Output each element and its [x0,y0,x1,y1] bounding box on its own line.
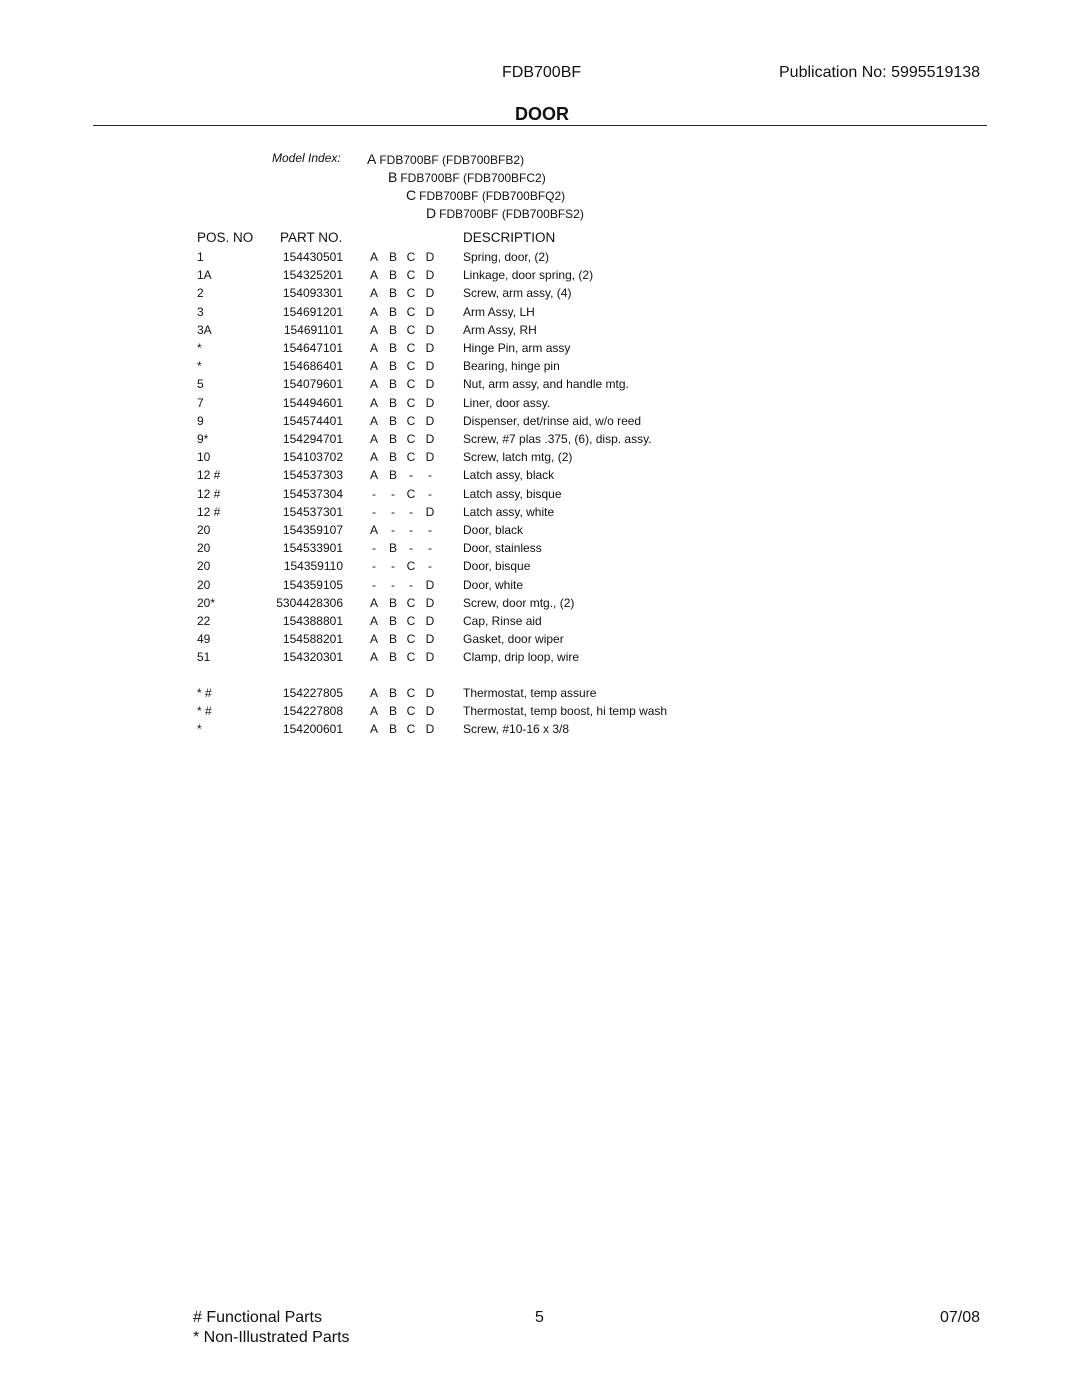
model-c-cell: C [406,305,416,319]
model-c-cell: C [406,650,416,664]
pos-cell: 51 [197,650,211,664]
description-cell: Nut, arm assy, and handle mtg. [463,377,629,391]
model-d-cell: - [428,541,432,555]
model-c-cell: C [406,396,416,410]
pos-cell: 20 [197,578,211,592]
table-row [0,305,1080,323]
pos-cell: * [197,722,202,736]
description-cell: Door, stainless [463,541,542,555]
model-b-cell: B [388,377,397,391]
model-b-cell: B [388,614,397,628]
description-cell: Arm Assy, RH [463,323,537,337]
pos-cell: 12 # [197,487,221,501]
description-cell: Linkage, door spring, (2) [463,268,594,282]
table-row [0,578,1080,596]
pos-cell: 22 [197,614,211,628]
part-number-cell: 154325201 [282,268,343,282]
model-a-cell: A [369,286,378,300]
model-d-cell: - [428,559,432,573]
pos-cell: 3A [197,323,212,337]
model-d-cell: D [425,286,435,300]
model-d-cell: D [425,505,435,519]
column-header-part: PART NO. [280,230,343,245]
model-d-cell: - [428,523,432,537]
model-a-cell: A [369,523,378,537]
model-number: FDB700BF [502,64,582,81]
pos-cell: 12 # [197,468,221,482]
table-row [0,377,1080,395]
model-d-cell: D [425,596,435,610]
table-row [0,359,1080,377]
part-number-cell: 154430501 [282,250,343,264]
model-d-cell: D [425,650,435,664]
part-number-cell: 154320301 [282,650,343,664]
model-b-cell: B [388,286,397,300]
model-b-cell: B [388,468,397,482]
model-a-cell: A [369,432,378,446]
model-c-cell: C [406,432,416,446]
model-a-cell: A [369,614,378,628]
model-a-cell: - [372,505,376,519]
model-c-cell: - [409,523,413,537]
model-d-cell: D [425,632,435,646]
model-a-cell: - [372,578,376,592]
table-row [0,686,1080,704]
model-d-cell: D [425,432,435,446]
model-a-cell: A [369,686,378,700]
pos-cell: 20* [197,596,216,610]
model-letter: B [388,169,398,185]
model-d-cell: - [428,487,432,501]
model-a-cell: A [369,414,378,428]
pos-cell: 10 [197,450,211,464]
model-c-cell: C [406,722,416,736]
pos-cell: * # [197,686,212,700]
pos-cell: 20 [197,523,211,537]
model-d-cell: D [425,686,435,700]
model-d-cell: D [425,305,435,319]
part-number-cell: 154388801 [282,614,343,628]
pos-cell: 1 [197,250,204,264]
description-cell: Door, bisque [463,559,531,573]
model-d-cell: D [425,396,435,410]
part-number-cell: 154227805 [282,686,343,700]
part-number-cell: 154103702 [282,450,343,464]
model-c-cell: C [406,487,416,501]
part-number-cell: 154686401 [282,359,343,373]
pos-cell: 20 [197,541,211,555]
pos-cell: 9 [197,414,204,428]
description-cell: Screw, arm assy, (4) [463,286,572,300]
pos-cell: 1A [197,268,212,282]
model-d-cell: D [425,414,435,428]
description-cell: Door, white [463,578,524,592]
model-a-cell: A [369,268,378,282]
table-row [0,414,1080,432]
part-number-cell: 154227808 [282,704,343,718]
table-row [0,468,1080,486]
description-cell: Arm Assy, LH [463,305,535,319]
part-number-cell: 154093301 [282,286,343,300]
column-header-description: DESCRIPTION [463,230,556,245]
table-row [0,632,1080,650]
model-a-cell: A [369,396,378,410]
model-c-cell: C [406,450,416,464]
table-row [0,341,1080,359]
model-a-cell: A [369,704,378,718]
table-row [0,722,1080,740]
model-c-cell: C [406,632,416,646]
model-d-cell: - [428,468,432,482]
model-index-item-a [367,151,524,167]
model-a-cell: - [372,559,376,573]
model-b-cell: B [388,305,397,319]
table-row [0,323,1080,341]
model-letter: D [426,205,437,221]
part-number-cell: 154359105 [282,578,343,592]
model-b-cell: - [391,523,395,537]
description-cell: Thermostat, temp boost, hi temp wash [463,704,668,718]
table-row [0,559,1080,577]
part-number-cell: 154079601 [282,377,343,391]
model-b-cell: - [391,559,395,573]
pos-cell: * [197,341,202,355]
column-header-pos: POS. NO [197,230,254,245]
model-c-cell: C [406,286,416,300]
model-b-cell: B [388,722,397,736]
model-c-cell: - [409,468,413,482]
model-c-cell: C [406,377,416,391]
table-row [0,487,1080,505]
header-divider [93,125,987,126]
model-a-cell: A [369,596,378,610]
part-number-cell: 154494601 [282,396,343,410]
description-cell: Latch assy, white [463,505,555,519]
model-d-cell: D [425,341,435,355]
table-row [0,704,1080,722]
table-row [0,268,1080,286]
table-row [0,614,1080,632]
pos-cell: * # [197,704,212,718]
model-d-cell: D [425,722,435,736]
model-d-cell: D [425,450,435,464]
model-text: FDB700BF (FDB700BFQ2) [419,189,566,203]
model-index-label: Model Index: [272,151,341,165]
model-a-cell: A [369,632,378,646]
model-index-item-d [426,205,584,221]
model-b-cell: - [391,487,395,501]
model-b-cell: B [388,541,397,555]
model-b-cell: B [388,704,397,718]
table-row [0,505,1080,523]
part-number-cell: 154691201 [282,305,343,319]
description-cell: Thermostat, temp assure [463,686,597,700]
description-cell: Bearing, hinge pin [463,359,560,373]
model-b-cell: B [388,359,397,373]
model-d-cell: D [425,578,435,592]
model-b-cell: B [388,250,397,264]
part-number-cell: 154537304 [282,487,343,501]
legend-non-illustrated-parts: * Non-Illustrated Parts [193,1329,350,1346]
model-d-cell: D [425,359,435,373]
part-number-cell: 154533901 [282,541,343,555]
part-number-cell: 154294701 [282,432,343,446]
model-b-cell: - [391,578,395,592]
description-cell: Screw, door mtg., (2) [463,596,575,610]
table-row [0,286,1080,304]
pos-cell: 7 [197,396,204,410]
model-b-cell: B [388,414,397,428]
model-index-item-c [406,187,565,203]
description-cell: Dispenser, det/rinse aid, w/o reed [463,414,642,428]
model-c-cell: - [409,505,413,519]
model-c-cell: C [406,341,416,355]
description-cell: Clamp, drip loop, wire [463,650,580,664]
model-d-cell: D [425,377,435,391]
page-title: DOOR [515,104,569,124]
model-text: FDB700BF (FDB700BFS2) [439,207,584,221]
table-row [0,450,1080,468]
model-a-cell: A [369,450,378,464]
model-b-cell: B [388,432,397,446]
model-c-cell: C [406,686,416,700]
model-d-cell: D [425,268,435,282]
model-b-cell: B [388,596,397,610]
model-b-cell: B [388,396,397,410]
model-c-cell: C [406,414,416,428]
table-row [0,432,1080,450]
model-a-cell: A [369,323,378,337]
model-b-cell: B [388,341,397,355]
model-c-cell: C [406,559,416,573]
description-cell: Screw, latch mtg, (2) [463,450,573,464]
description-cell: Latch assy, bisque [463,487,562,501]
part-number-cell: 154588201 [282,632,343,646]
description-cell: Gasket, door wiper [463,632,564,646]
model-b-cell: B [388,686,397,700]
part-number-cell: 154537303 [282,468,343,482]
pos-cell: 20 [197,559,211,573]
page-number: 5 [535,1309,544,1326]
pos-cell: 2 [197,286,204,300]
description-cell: Liner, door assy. [463,396,551,410]
pos-cell: 12 # [197,505,221,519]
part-number-cell: 154200601 [282,722,343,736]
model-c-cell: - [409,541,413,555]
model-text: FDB700BF (FDB700BFC2) [400,171,546,185]
model-a-cell: A [369,468,378,482]
pos-cell: 49 [197,632,211,646]
model-a-cell: A [369,341,378,355]
model-c-cell: C [406,268,416,282]
model-c-cell: - [409,578,413,592]
part-number-cell: 154537301 [282,505,343,519]
table-row [0,541,1080,559]
description-cell: Screw, #10-16 x 3/8 [463,722,570,736]
description-cell: Door, black [463,523,524,537]
model-a-cell: A [369,305,378,319]
model-c-cell: C [406,614,416,628]
model-b-cell: - [391,505,395,519]
publication-date: 07/08 [940,1309,981,1326]
part-number-cell: 154647101 [282,341,343,355]
part-number-cell: 154691101 [283,323,343,337]
model-b-cell: B [388,632,397,646]
pos-cell: * [197,359,202,373]
model-b-cell: B [388,323,397,337]
pos-cell: 9* [197,432,209,446]
pos-cell: 3 [197,305,204,319]
model-b-cell: B [388,268,397,282]
description-cell: Cap, Rinse aid [463,614,542,628]
description-cell: Latch assy, black [463,468,555,482]
publication-number: Publication No: 5995519138 [779,64,981,81]
model-d-cell: D [425,704,435,718]
model-c-cell: C [406,596,416,610]
model-a-cell: A [369,377,378,391]
part-number-cell: 5304428306 [276,596,343,610]
model-c-cell: C [406,359,416,373]
pos-cell: 5 [197,377,204,391]
model-a-cell: A [369,250,378,264]
legend-functional-parts: # Functional Parts [193,1309,322,1326]
model-a-cell: A [369,359,378,373]
part-number-cell: 154359107 [282,523,343,537]
model-d-cell: D [425,614,435,628]
model-d-cell: D [425,323,435,337]
model-c-cell: C [406,323,416,337]
table-row [0,650,1080,668]
model-index-item-b [388,169,546,185]
table-row [0,523,1080,541]
part-number-cell: 154359110 [283,559,343,573]
model-text: FDB700BF (FDB700BFB2) [379,153,525,167]
model-a-cell: A [369,722,378,736]
table-row [0,596,1080,614]
model-a-cell: - [372,541,376,555]
description-cell: Hinge Pin, arm assy [463,341,571,355]
model-b-cell: B [388,650,397,664]
model-d-cell: D [425,250,435,264]
model-c-cell: C [406,250,416,264]
model-a-cell: A [369,650,378,664]
description-cell: Spring, door, (2) [463,250,550,264]
part-number-cell: 154574401 [282,414,343,428]
model-letter: A [367,151,377,167]
model-b-cell: B [388,450,397,464]
model-c-cell: C [406,704,416,718]
table-row [0,396,1080,414]
description-cell: Screw, #7 plas .375, (6), disp. assy. [463,432,652,446]
model-letter: C [406,187,417,203]
model-a-cell: - [372,487,376,501]
table-row [0,250,1080,268]
